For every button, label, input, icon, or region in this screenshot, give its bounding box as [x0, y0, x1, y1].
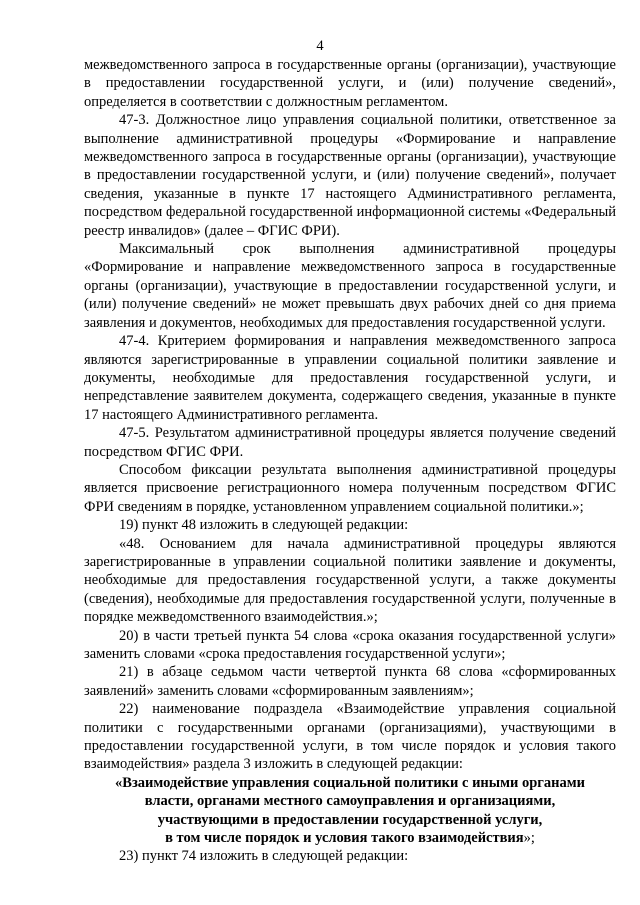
- paragraph: Способом фиксации результата выполнения административной процедуры является присвоение регистрационного номера полученным посредством ФГИС ФРИ сведениям в порядке, установленном управлением социальной политики.»;: [84, 461, 616, 515]
- paragraph: 19) пункт 48 изложить в следующей редакции:: [119, 517, 409, 534]
- heading-suffix: »;: [523, 830, 535, 847]
- paragraph: 47-5. Результатом административной процедуры является получение сведений посредством ФГИС ФРИ.: [84, 425, 616, 460]
- document-body: [84, 56, 616, 866]
- heading-line: власти, органами местного самоуправления и организациями,: [144, 793, 556, 810]
- page-number: 4: [316, 38, 324, 54]
- paragraph: межведомственного запроса в государственные органы (организации), участвующие в предоставлении государственной услуги, и (или) получение сведений», определяется в соответствии с должностным регламентом.: [84, 57, 616, 110]
- paragraph: 22) наименование подраздела «Взаимодействие управления социальной политики с государственными органами (организациями), участвующими в предоставлении государственной услуги, в том числе порядок и условия такого взаимодействия» раздела 3 изложить в следующей редакции:: [84, 701, 616, 773]
- heading-line: [84, 829, 616, 847]
- paragraph: 20) в части третьей пункта 54 слова «срока оказания государственной услуги» заменить словами «срока предоставления государственной услуги»;: [84, 627, 616, 662]
- paragraph: 47-3. Должностное лицо управления социальной политики, ответственное за выполнение административной процедуры «Формирование и направление межведомственного запроса в государственные органы (организации), участвующие в предоставлении государственной услуги, и (или) получение сведений», получает сведения, указанные в пункте 17 настоящего Административного регламента, посредством федеральной государственной информационной системы «Федеральный реестр инвалидов» (далее – ФГИС ФРИ).: [84, 112, 616, 239]
- subsection-heading: [84, 774, 616, 848]
- paragraph: 47-4. Критерием формирования и направления межведомственного запроса являются зарегистрированные в управлении социальной политики заявление и документы, необходимые для предоставления государственной услуги, и непредставление заявителем документа, содержащего сведения, указанные в пункте 17 настоящего Административного регламента.: [84, 333, 616, 423]
- paragraph: 23) пункт 74 изложить в следующей редакции:: [119, 848, 409, 865]
- paragraph: «48. Основанием для начала административной процедуры являются зарегистрированные в управлении социальной политики заявление и документы, необходимые для предоставления государственной услуги, а также документы (сведения), необходимые для предоставления государственной услуги, полученные в порядке межведомственного взаимодействия.»;: [84, 535, 616, 626]
- heading-line: участвующими в предоставлении государственной услуги,: [157, 811, 543, 828]
- paragraph: Максимальный срок выполнения административной процедуры «Формирование и направление межведомственного запроса в государственные органы (организации), участвующие в предоставлении государственной услуги, и (или) получение сведений» не может превышать двух рабочих дней со дня приема заявления и документов, необходимых для предоставления государственной услуги.: [84, 241, 616, 331]
- heading-line: «Взаимодействие управления социальной политики с иными органами: [115, 774, 585, 791]
- paragraph: 21) в абзаце седьмом части четвертой пункта 68 слова «сформированных заявлений» заменить словами «сформированным заявлениям»;: [84, 664, 616, 699]
- heading-line-text: в том числе порядок и условия такого взаимодействия: [165, 830, 524, 847]
